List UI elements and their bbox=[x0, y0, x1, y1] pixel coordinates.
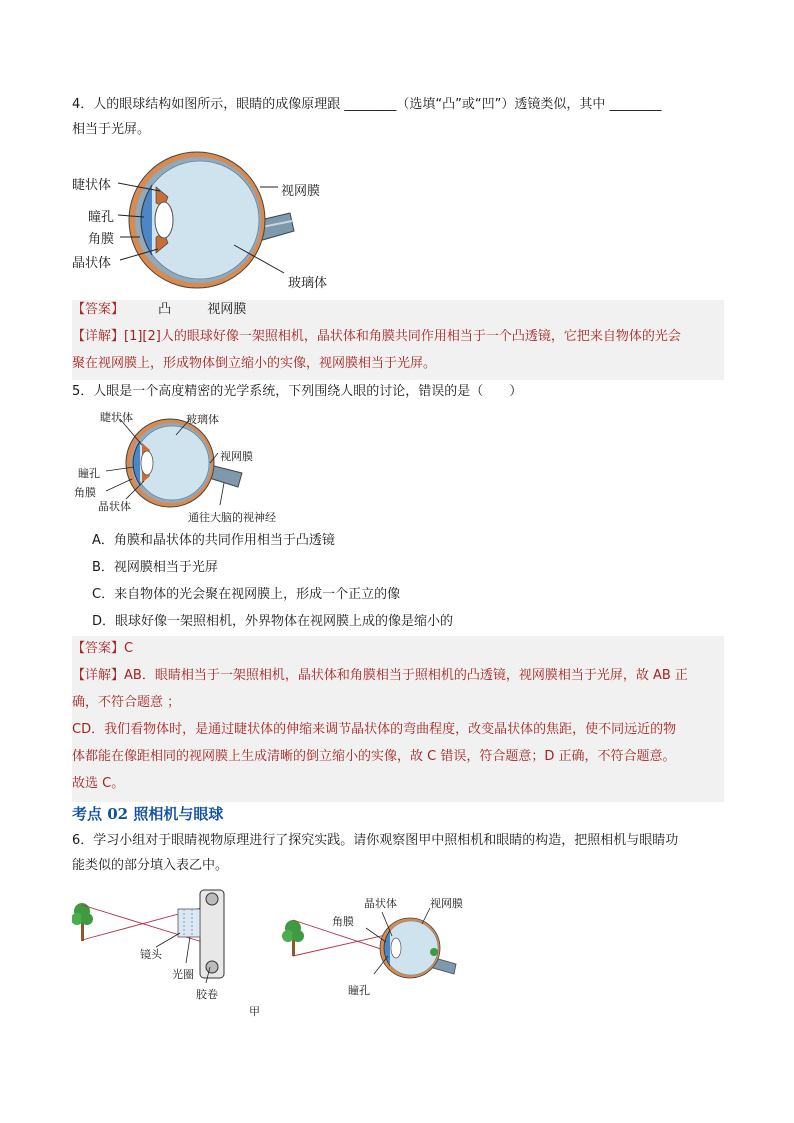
q4-label-cornea: 角膜 bbox=[88, 232, 115, 247]
q4-label-vitreous: 玻璃体 bbox=[288, 276, 328, 291]
q4-detail-tag: 【详解】 bbox=[72, 329, 125, 344]
q4-detail-text1: [1][2]人的眼球好像一架照相机，晶状体和角膜共同作用相当于一个凸透镜，它把来自物体的光会 bbox=[124, 329, 681, 344]
q6-camera-label-film: 胶卷 bbox=[196, 988, 218, 1001]
q6-eye-label-lens: 晶状体 bbox=[364, 897, 397, 910]
q5-label-lens: 晶状体 bbox=[98, 500, 131, 513]
q6-camera-label-lens: 镜头 bbox=[140, 948, 162, 961]
q4-answer-1: 凸 bbox=[158, 302, 172, 317]
q4-answer-2: 视网膜 bbox=[207, 302, 247, 317]
q4-label-pupil: 瞳孔 bbox=[88, 210, 115, 225]
q5-option-c: C．来自物体的光会聚在视网膜上，形成一个正立的像 bbox=[92, 587, 401, 602]
q5-option-d: D．眼球好像一架照相机，外界物体在视网膜上成的像是缩小的 bbox=[92, 614, 454, 629]
q6-stem-line1: 6．学习小组对于眼睛视物原理进行了探究实践。请你观察图甲中照相机和眼睛的构造，把照相机与眼睛功 bbox=[72, 833, 679, 848]
q4-label-lens: 晶状体 bbox=[72, 256, 112, 271]
q4-stem-line1: 4．人的眼球结构如图所示，眼睛的成像原理跟 ________（选填“凸”或“凹”）透镜类似，其中 ________ bbox=[72, 97, 662, 112]
q5-detail-line1 bbox=[72, 664, 732, 688]
q5-detail-tag: 【详解】 bbox=[72, 668, 125, 683]
q6-camera-label-aperture: 光圈 bbox=[172, 968, 194, 981]
q5-detail-line3: CD．我们看物体时，是通过睫状体的伸缩来调节晶状体的弯曲程度，改变晶状体的焦距，使不同远近的物 bbox=[72, 722, 677, 737]
q5-label-nerve: 通往大脑的视神经 bbox=[188, 511, 276, 524]
q4-detail-line2: 聚在视网膜上，形成物体倒立缩小的实像，视网膜相当于光屏。 bbox=[72, 356, 437, 371]
q5-detail-line2: 确，不符合题意 ； bbox=[72, 695, 181, 710]
q5-answer-tag: 【答案】 bbox=[72, 641, 125, 656]
q5-detail-text1: AB．眼睛相当于一架照相机，晶状体和角膜相当于照相机的凸透镜，视网膜相当于光屏，故 AB 正 bbox=[124, 668, 688, 683]
q6-eye-label-retina: 视网膜 bbox=[430, 897, 463, 910]
q5-option-b: B．视网膜相当于光屏 bbox=[92, 560, 218, 575]
q5-label-cornea: 角膜 bbox=[74, 486, 96, 499]
q5-label-pupil: 瞳孔 bbox=[78, 467, 100, 480]
q5-detail-line4: 体都能在像距相同的视网膜上生成清晰的倒立缩小的实像，故 C 错误，符合题意；D 正确，不符合题意。 bbox=[72, 749, 676, 764]
q5-option-a: A．角膜和晶状体的共同作用相当于凸透镜 bbox=[92, 533, 335, 548]
q4-answer-row bbox=[72, 298, 246, 322]
section-title: 考点 02 照相机与眼球 bbox=[72, 805, 224, 823]
q5-detail-line5: 故选 C。 bbox=[72, 776, 125, 791]
q4-label-retina: 视网膜 bbox=[281, 184, 321, 199]
q6-eye-label-cornea: 角膜 bbox=[332, 915, 354, 928]
q4-answer-tag: 【答案】 bbox=[72, 302, 125, 317]
q5-label-vitreous: 玻璃体 bbox=[186, 413, 219, 426]
q4-detail-line1 bbox=[72, 325, 732, 349]
q6-stem-line2: 能类似的部分填入表乙中。 bbox=[72, 858, 229, 873]
q6-eye-label-pupil: 瞳孔 bbox=[348, 984, 370, 997]
q4-label-ciliary: 睫状体 bbox=[72, 178, 112, 193]
q5-answer-row bbox=[72, 637, 133, 661]
q6-figure-caption: 甲 bbox=[249, 1005, 260, 1018]
q5-label-ciliary: 睫状体 bbox=[100, 411, 133, 424]
q5-stem: 5．人眼是一个高度精密的光学系统，下列围绕人眼的讨论，错误的是（ ） bbox=[72, 384, 523, 399]
q4-stem-line2: 相当于光屏。 bbox=[72, 122, 151, 137]
q5-label-retina: 视网膜 bbox=[220, 450, 253, 463]
q5-answer: C bbox=[124, 641, 134, 656]
